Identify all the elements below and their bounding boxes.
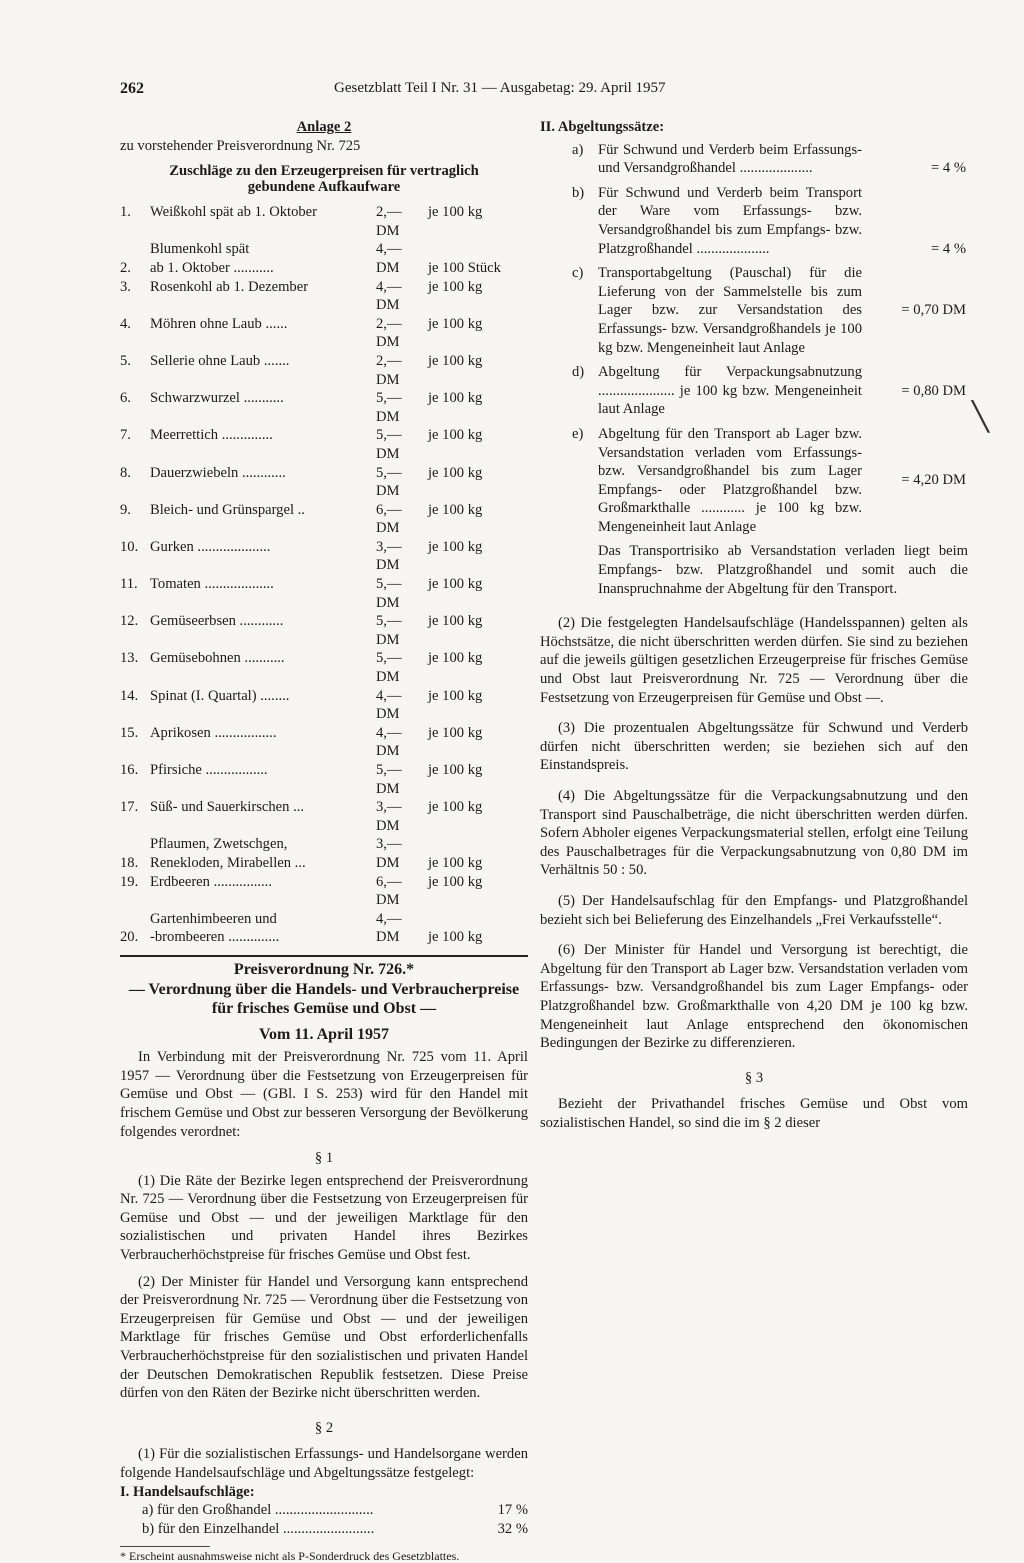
compensation-rates-title: II. Abgeltungssätze: <box>540 119 665 135</box>
compensation-rate-item <box>572 363 968 419</box>
row-price: 2,— DM <box>376 204 402 239</box>
item-label: e) <box>572 425 584 442</box>
row-product: Bleich- und Grünspargel .. <box>150 501 305 518</box>
row-number: 8. <box>120 464 131 481</box>
section-2-paragraph-4: (4) Die Abgeltungssätze für die Verpackungsabnutzung und den Transport sind Pauschalbeträge, die nicht überschritten werden dürfen. Sofern Abholer eigenes Verpackungsmaterial stellen, erfolgt eine Teilung des Pauschalbetrages für die Verpackungsabnutzung von 0,80 DM im Verhältnis 50 : 50. <box>540 788 968 879</box>
row-price: 5,— DM <box>376 762 402 797</box>
row-number: 19. <box>120 873 139 890</box>
row-price: 4,— DM <box>376 687 402 723</box>
section-2-paragraph-2: (2) Die festgelegten Handelsaufschläge (Handelsspannen) gelten als Höchstsätze, die nicht überschritten werden dürfen. Sie sind zu beziehen auf die jeweils gültigen gesetzlichen Erzeugerpreise für frisches Gemüse und Obst laut Preisverordnung Nr. 725 — Verordnung über die Festsetzung von Erzeugerpreisen für Gemüse und Obst —. <box>540 615 968 706</box>
row-unit: je 100 kg <box>428 613 483 630</box>
row-unit: je 100 kg <box>428 278 483 295</box>
surcharge-retail: b) für den Einzelhandel ......................... 32 % <box>142 1520 528 1537</box>
item-value: = 4 % <box>931 240 966 257</box>
row-unit: je 100 kg <box>428 724 483 741</box>
row-unit: je 100 kg <box>428 427 483 444</box>
table-row <box>120 910 528 947</box>
table-row <box>120 240 528 277</box>
row-price: 5,— DM <box>376 650 402 686</box>
row-price: 3,— DM <box>376 836 402 871</box>
section-1-paragraph-2: (2) Der Minister für Handel und Versorgung kann entsprechend der Preisverordnung Nr. 725 — Verordnung über die Festsetzung von Erzeugerpreisen für Gemüse und Obst — und der jeweiligen Marktlage für frisches Gemüse und Obst erforderlichenfalls Verbraucherhöchstpreise für den sozialistischen und privaten Handel der Deutschen Demokratischen Republik festsetzen. Diese Preise dürfen von den Räten der Bezirke nicht überschritten werden. <box>120 1273 528 1402</box>
row-number: 15. <box>120 724 139 741</box>
regulation-subtitle: — Verordnung über die Handels- und Verbraucherpreise für frisches Gemüse und Obst — <box>128 980 520 1017</box>
row-unit: je 100 kg <box>428 650 483 667</box>
compensation-rate-item <box>572 141 968 178</box>
row-unit: je 100 kg <box>428 576 483 593</box>
page-header <box>120 80 820 102</box>
regulation-date: Vom 11. April 1957 <box>258 1025 390 1043</box>
row-number: 5. <box>120 352 131 369</box>
row-number: 3. <box>120 278 131 295</box>
row-unit: je 100 kg <box>428 204 483 221</box>
table-row <box>120 724 528 761</box>
row-number: 10. <box>120 538 139 555</box>
row-unit: je 100 kg <box>428 501 483 518</box>
row-number: 14. <box>120 687 139 704</box>
item-value: = 4 % <box>931 160 966 177</box>
compensation-rate-item <box>572 184 968 258</box>
table-row <box>120 687 528 724</box>
row-product: Dauerzwiebeln ............ <box>150 464 286 481</box>
row-unit: je 100 kg <box>428 687 483 704</box>
section-3-heading: § 3 <box>744 1069 764 1086</box>
row-number: 20. <box>120 929 139 946</box>
row-product: Schwarzwurzel ........... <box>150 390 284 407</box>
row-product: Möhren ohne Laub ...... <box>150 315 288 332</box>
table-row <box>120 203 528 240</box>
row-price: 5,— DM <box>376 464 402 500</box>
item-label: c) <box>572 265 584 282</box>
item-value: = 4,20 DM <box>901 472 966 489</box>
item-label: d) <box>572 364 585 381</box>
table-row <box>120 426 528 463</box>
table-row <box>120 835 528 872</box>
section-2-paragraph-5: (5) Der Handelsaufschlag für den Empfangs- und Platzgroßhandel bezieht sich bei Belieferung des Einzelhandels „Frei Verkaufsstelle“. <box>540 892 968 928</box>
row-product: Sellerie ohne Laub ....... <box>150 352 290 369</box>
item-text: Für Schwund und Verderb beim Transport der Ware vom Erfassungs- bzw. Versandgroßhandel bis zum Empfangs- bzw. Platzgroßhandel .................... <box>598 184 862 257</box>
row-number: 12. <box>120 613 139 630</box>
section-2-paragraph-3: (3) Die prozentualen Abgeltungssätze für Schwund und Verderb dürfen nicht überschritten werden; sie beziehen sich auf den Einstandspreis. <box>540 720 968 774</box>
item-text: Für Schwund und Verderb beim Erfassungs- und Versandgroßhandel .................... <box>598 141 862 177</box>
row-product: Erdbeeren ................ <box>150 873 272 890</box>
row-number: 6. <box>120 390 131 407</box>
row-price: 3,— DM <box>376 799 402 834</box>
surcharge-wholesale: a) für den Großhandel ........................... 17 % <box>142 1502 528 1519</box>
surcharge-table-title: Zuschläge zu den Erzeugerpreisen für vertraglich gebundene Aufkaufware <box>169 163 479 196</box>
row-number: 7. <box>120 427 131 444</box>
transport-risk-note: Das Transportrisiko ab Versandstation verladen liegt beim Empfangs- bzw. Platzgroßhandel und somit auch die Inanspruchnahme der Abgeltung für den Transport. <box>598 543 968 597</box>
row-product: Meerrettich .............. <box>150 427 273 444</box>
divider <box>120 955 528 957</box>
row-price: 2,— DM <box>376 352 402 388</box>
table-row <box>120 575 528 612</box>
row-price: 3,— DM <box>376 538 402 574</box>
row-product: Tomaten ................... <box>150 576 274 593</box>
row-product: Pflaumen, Zwetschgen, Renekloden, Mirabellen ... <box>150 836 306 871</box>
left-column <box>120 118 528 1563</box>
row-unit: je 100 kg <box>428 464 483 481</box>
section-1-paragraph-1: (1) Die Räte der Bezirke legen entsprechend der Preisverordnung Nr. 725 — Verordnung über die Festsetzung von Erzeugerpreisen für Gemüse und Obst — und der jeweiligen Marktlage für den sozialistischen und privaten Handel ihres Bezirkes Verbraucherhöchstpreise für frisches Gemüse und Obst fest. <box>120 1172 528 1264</box>
table-row <box>120 761 528 798</box>
row-unit: je 100 kg <box>428 538 483 555</box>
table-row <box>120 538 528 575</box>
intro-paragraph: In Verbindung mit der Preisverordnung Nr. 725 vom 11. April 1957 — Verordnung über die Festsetzung von Erzeugerpreisen für Gemüse und Obst — (GBl. I S. 253) wird für den Handel mit frischem Gemüse und Obst zur besseren Versorgung der Bevölkerung folgendes verordnet: <box>120 1049 528 1140</box>
footnote-rule <box>120 1546 210 1547</box>
row-product: Pfirsiche ................. <box>150 762 268 778</box>
footnote: * Erscheint ausnahmsweise nicht als P-Sonderdruck des Gesetzblattes. <box>120 1549 460 1563</box>
item-label: b) <box>572 184 585 201</box>
row-product: Blumenkohl spät ab 1. Oktober ........... <box>150 241 274 276</box>
row-price: 5,— DM <box>376 613 402 648</box>
compensation-rates-list <box>540 141 968 537</box>
row-price: 5,— DM <box>376 576 402 611</box>
table-row <box>120 798 528 835</box>
item-value: = 0,80 DM <box>901 382 966 399</box>
item-label: a) <box>572 141 584 158</box>
row-price: 4,— DM <box>376 278 402 314</box>
row-unit: je 100 kg <box>428 390 483 407</box>
row-unit: je 100 kg <box>428 854 483 871</box>
item-text: Transportabgeltung (Pauschal) für die Lieferung von der Sammelstelle bis zum Lager bzw. zur Versandstation des Erfassungs- bzw. Versandgroßhandels je 100 kg bzw. Mengeneinheit laut Anlage <box>598 265 862 356</box>
section-3-paragraph: Bezieht der Privathandel frisches Gemüse und Obst vom sozialistischen Handel, so sind die im § 2 dieser <box>540 1096 968 1131</box>
trade-surcharges-title: I. Handelsaufschläge: <box>120 1483 255 1500</box>
gazette-title: Gesetzblatt Teil I Nr. 31 — Ausgabetag: 29. April 1957 <box>334 80 666 96</box>
table-row <box>120 464 528 501</box>
table-row <box>120 501 528 538</box>
anlage-title: Anlage 2 <box>296 119 352 135</box>
row-number: 2. <box>120 259 131 276</box>
regulation-title: Preisverordnung Nr. 726.* <box>233 960 415 978</box>
section-1-heading: § 1 <box>314 1150 334 1167</box>
table-row <box>120 315 528 352</box>
row-unit: je 100 kg <box>428 352 483 369</box>
row-number: 9. <box>120 501 131 518</box>
item-text: Abgeltung für den Transport ab Lager bzw. Versandstation verladen vom Erfassungs- bzw. Versandgroßhandel bis zum Lager Empfangs- oder Platzgroßhandel bzw. Großmarkthalle ............ je 100 kg bzw. Mengeneinheit laut Anlage <box>598 425 862 535</box>
table-row <box>120 389 528 426</box>
row-price: 5,— DM <box>376 427 402 462</box>
row-number: 11. <box>120 576 138 593</box>
row-price: 4,— DM <box>376 241 402 276</box>
row-product: Gemüsebohnen ........... <box>150 650 285 667</box>
section-2-heading: § 2 <box>314 1419 334 1436</box>
row-price: 4,— DM <box>376 724 402 760</box>
margin-mark: ╲ <box>972 402 989 433</box>
compensation-rate-item <box>572 264 968 357</box>
table-row <box>120 278 528 315</box>
table-row <box>120 612 528 649</box>
row-number: 4. <box>120 315 131 332</box>
compensation-rate-item <box>572 425 968 537</box>
row-unit: je 100 kg <box>428 762 483 778</box>
item-text: Abgeltung für Verpackungsabnutzung ..................... je 100 kg bzw. Mengeneinheit laut Anlage <box>598 364 862 418</box>
right-column <box>540 118 968 1133</box>
row-number: 17. <box>120 799 139 816</box>
anlage-subtitle: zu vorstehender Preisverordnung Nr. 725 <box>120 137 361 154</box>
page-number: 262 <box>120 80 144 97</box>
row-unit: je 100 kg <box>428 929 483 946</box>
row-number: 16. <box>120 762 139 778</box>
section-2-paragraph-1: (1) Für die sozialistischen Erfassungs- und Handelsorgane werden folgende Handelsaufschläge und Abgeltungssätze festgelegt: <box>120 1446 528 1481</box>
row-product: Süß- und Sauerkirschen ... <box>150 799 305 816</box>
row-product: Spinat (I. Quartal) ........ <box>150 687 290 704</box>
row-price: 5,— DM <box>376 390 402 425</box>
row-price: 2,— DM <box>376 315 402 351</box>
row-price: 6,— DM <box>376 501 402 537</box>
table-row <box>120 352 528 389</box>
row-price: 4,— DM <box>376 910 402 946</box>
section-2-paragraph-6: (6) Der Minister für Handel und Versorgung ist berechtigt, die Abgeltung für den Transport ab Lager bzw. Versandstation verladen vom Erfassungs- bzw. Versandgroßhandel bis zum Lager Empfangs- oder Platzgroßhandel bzw. Großmarkthalle von 4,20 DM je 100 kg bzw. Mengeneinheit laut Anlage entsprechend den ökonomischen Bedingungen der Bezirke zu differenzieren. <box>540 942 968 1052</box>
row-product: Gartenhimbeeren und -brombeeren .............. <box>150 910 280 946</box>
row-number: 1. <box>120 204 131 221</box>
table-row <box>120 873 528 910</box>
row-number: 18. <box>120 854 139 871</box>
row-number: 13. <box>120 650 139 667</box>
row-unit: je 100 kg <box>428 799 483 816</box>
row-unit: je 100 kg <box>428 873 483 890</box>
row-unit: je 100 kg <box>428 315 483 332</box>
row-price: 6,— DM <box>376 873 402 909</box>
row-product: Gurken .................... <box>150 538 271 555</box>
row-product: Gemüseerbsen ............ <box>150 613 284 630</box>
surcharge-table <box>120 203 528 947</box>
row-unit: je 100 Stück <box>428 259 501 276</box>
row-product: Weißkohl spät ab 1. Oktober <box>150 204 318 221</box>
row-product: Rosenkohl ab 1. Dezember <box>150 278 309 295</box>
item-value: = 0,70 DM <box>901 302 966 319</box>
row-product: Aprikosen ................. <box>150 724 277 741</box>
table-row <box>120 649 528 686</box>
